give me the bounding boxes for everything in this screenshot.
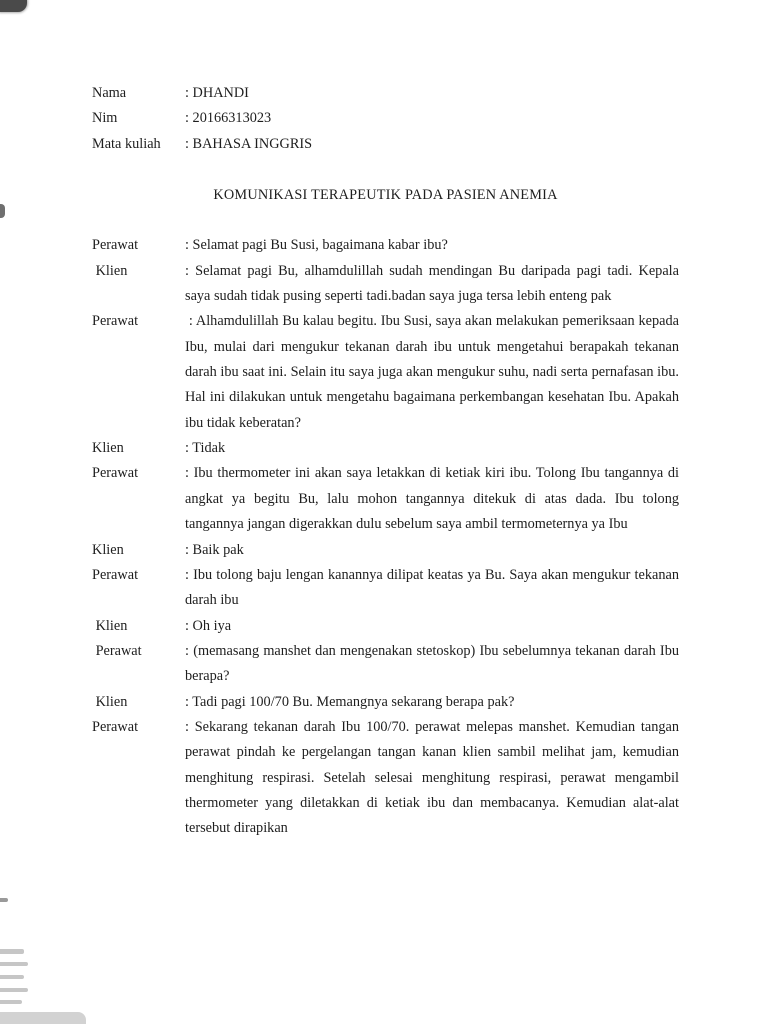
info-label: Mata kuliah [92,135,161,152]
dialogue-row [92,436,679,461]
scan-artifact-top-left [0,0,27,12]
dialogue-text: : Ibu tolong baju lengan kanannya dilipat keatas ya Bu. Saya akan mengukur tekanan darah ibu [185,566,679,609]
dialogue-speaker: Perawat [92,465,139,482]
dialogue-speaker: Perawat [92,642,142,659]
dialogue-text: : Tadi pagi 100/70 Bu. Memangnya sekarang berapa pak? [185,693,515,710]
info-label: Nama [92,85,127,101]
scan-artifact-bottom-left [0,1012,86,1024]
scan-artifact-stripe [0,975,24,979]
dialogue-speaker: Perawat [92,313,139,330]
dialogue-text: : Selamat pagi Bu, alhamdulillah sudah mendingan Bu daripada pagi tadi. Kepala saya sudah tidak pusing seperti tadi.badan saya juga tersa lebih enteng pak [185,262,679,305]
info-label: Nim [92,110,118,127]
scan-artifact-stripe [0,1000,22,1004]
document-content [92,0,679,842]
dialogue-speaker: Klien [92,262,128,279]
dialogue-block [92,233,679,841]
student-info [92,81,679,157]
dialogue-text: : (memasang manshet dan mengenakan stetoskop) Ibu sebelumnya tekanan darah Ibu berapa? [185,642,679,685]
dialogue-row [92,233,679,258]
dialogue-row [92,461,679,537]
info-value: : DHANDI [185,85,249,101]
dialogue-speaker: Perawat [92,718,139,735]
dialogue-speaker: Klien [92,693,128,710]
scan-artifact-stripe [0,949,24,954]
dialogue-row [92,639,679,690]
dialogue-text: : Selamat pagi Bu Susi, bagaimana kabar ibu? [185,237,448,254]
scan-artifact-left-dash [0,898,8,902]
dialogue-speaker: Perawat [92,566,139,583]
dialogue-speaker: Klien [92,541,124,558]
dialogue-row [92,538,679,563]
student-info-row [92,132,679,157]
scan-artifact-left-edge [0,204,5,218]
document-title: KOMUNIKASI TERAPEUTIK PADA PASIEN ANEMIA [213,187,558,204]
dialogue-speaker: Perawat [92,237,139,254]
dialogue-row [92,259,679,310]
dialogue-row [92,614,679,639]
scan-artifact-stripe [0,988,28,992]
info-value: : BAHASA INGGRIS [185,135,313,152]
dialogue-speaker: Klien [92,617,128,634]
dialogue-text: : Tidak [185,440,226,457]
student-info-row [92,81,679,106]
dialogue-text: : Alhamdulillah Bu kalau begitu. Ibu Susi, saya akan melakukan pemeriksaan kepada Ibu, mulai dari mengukur tekanan darah ibu untuk mengetahui berapakah tekanan darah ibu saat ini. Selain itu saya juga akan mengukur suhu, nadi serta pernafasan ibu. Hal ini dilakukan untuk mengetahu bagaimana perkembangan kesehatan Ibu. Apakah ibu tidak keberatan? [185,313,679,431]
student-info-row [92,106,679,131]
dialogue-text: : Sekarang tekanan darah Ibu 100/70. perawat melepas manshet. Kemudian tangan perawat pindah ke pergelangan tangan kanan klien sambil melihat jam, kemudian menghitung respirasi. Setelah selesai menghitung respirasi, perawat mengambil thermometer yang diletakkan di ketiak ibu dan membacanya. Kemudian alat-alat tersebut dirapikan [185,718,679,837]
dialogue-text: : Ibu thermometer ini akan saya letakkan di ketiak kiri ibu. Tolong Ibu tangannya di angkat ya begitu Bu, lalu mohon tangannya ditekuk di atas dada. Ibu tolong tangannya jangan digerakkan dulu sebelum saya ambil termometernya ya Ibu [185,465,679,533]
dialogue-row [92,690,679,715]
dialogue-row [92,563,679,614]
scan-artifact-stripe [0,962,28,966]
dialogue-row [92,715,679,842]
dialogue-text: : Baik pak [185,541,244,558]
dialogue-speaker: Klien [92,440,124,457]
dialogue-text: : Oh iya [185,617,232,634]
dialogue-row [92,309,679,436]
info-value: : 20166313023 [185,110,272,127]
